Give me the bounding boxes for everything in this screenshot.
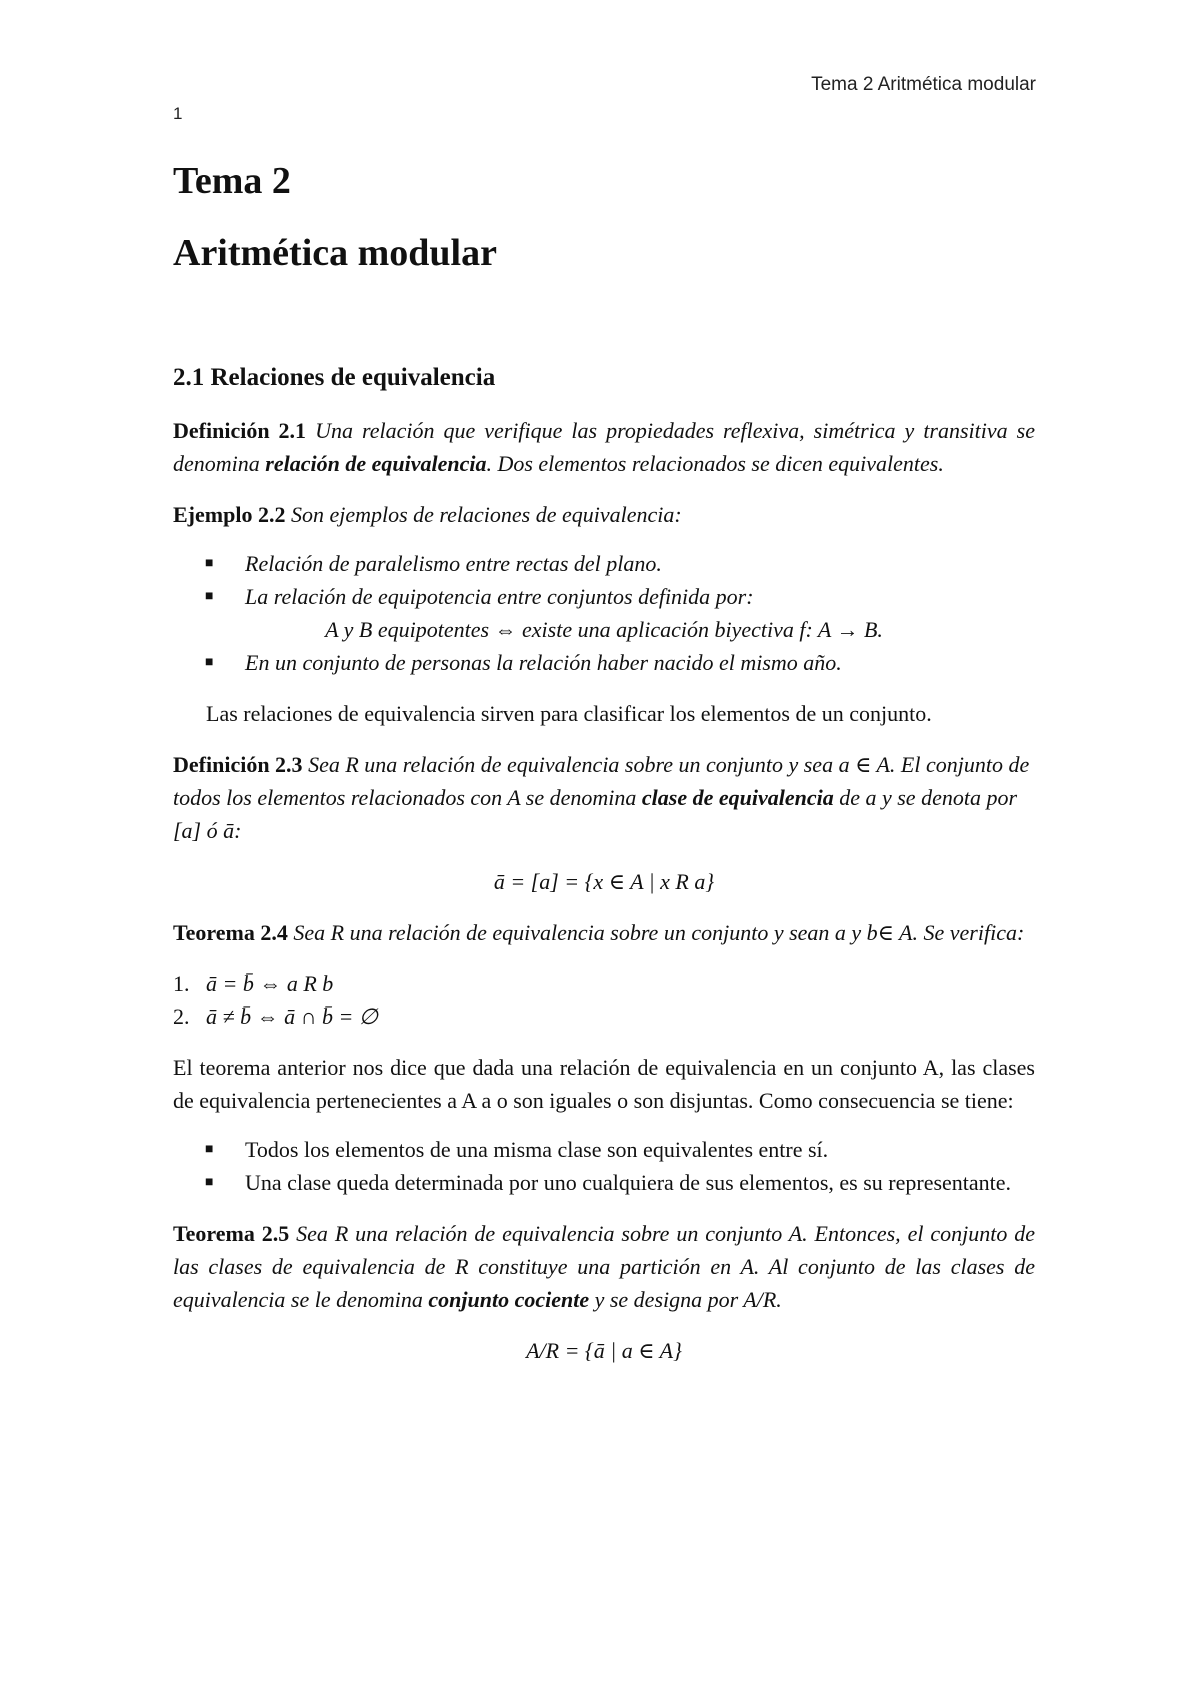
theorem-label: Teorema 2.4 bbox=[173, 920, 288, 945]
paragraph-classify: Las relaciones de equivalencia sirven para clasificar los elementos de un conjunto. bbox=[206, 701, 932, 726]
bullet-square-icon: ■ bbox=[205, 556, 214, 571]
definition-label: Definición 2.1 bbox=[173, 418, 307, 443]
bullet-square-icon: ■ bbox=[205, 1142, 214, 1157]
equivalence-class-formula: ā = [a] = {x ∈ A | x R a} bbox=[493, 869, 715, 894]
example-label: Ejemplo 2.2 bbox=[173, 502, 286, 527]
list-item: 2. ā ≠ b̄ ⇔ ā ∩ b̄ = ∅ bbox=[173, 1004, 378, 1029]
bullet-square-icon: ■ bbox=[205, 589, 214, 604]
section-title: 2.1 Relaciones de equivalencia bbox=[173, 364, 496, 391]
chapter-title: Aritmética modular bbox=[173, 232, 497, 274]
page-number: 1 bbox=[173, 104, 183, 123]
chapter-number: Tema 2 bbox=[173, 160, 291, 202]
defined-term: conjunto cociente bbox=[428, 1287, 590, 1312]
theorem-label: Teorema 2.5 bbox=[173, 1221, 290, 1246]
quotient-set-formula: A/R = {ā | a ∈ A} bbox=[526, 1338, 682, 1363]
paragraph-theorem-consequence: El teorema anterior nos dice que dada una relación de equivalencia en un conjunto A, las clases de equivalencia pertenecientes a A a o son iguales o son disjuntas. Como consecuencia se tiene: bbox=[173, 1055, 1035, 1113]
document-body bbox=[173, 150, 1035, 1367]
list-item: ■ En un conjunto de personas la relación haber nacido el mismo año. bbox=[245, 646, 1035, 679]
list-item: ■ Todos los elementos de una misma clase son equivalentes entre sí. bbox=[245, 1133, 1035, 1166]
consequence-bullet-list bbox=[173, 1133, 1035, 1199]
bullet-square-icon: ■ bbox=[205, 655, 214, 670]
theorem-2-4: Teorema 2.4 Sea R una relación de equivalencia sobre un conjunto y sean a y b∈ A. Se verifica: bbox=[173, 920, 1025, 945]
list-item: ■ La relación de equipotencia entre conjuntos definida por: bbox=[245, 580, 1035, 613]
defined-term: relación de equivalencia bbox=[265, 451, 487, 476]
theorem-2-5: Teorema 2.5 Sea R una relación de equivalencia sobre un conjunto A. Entonces, el conjunto de las clases de equivalencia de R constituye una partición en A. Al conjunto de las clases de equivalencia se le denomina conjunto cociente y se designa por A/R. bbox=[173, 1221, 1035, 1312]
list-item: 1. ā = b̄ ⇔ a R b bbox=[173, 971, 334, 996]
example-2-2: Ejemplo 2.2 Son ejemplos de relaciones de equivalencia: bbox=[173, 502, 682, 527]
list-item: ■ Relación de paralelismo entre rectas del plano. bbox=[245, 547, 1035, 580]
running-header: Tema 2 Aritmética modular bbox=[811, 74, 1036, 95]
defined-term: clase de equivalencia bbox=[641, 785, 834, 810]
example-bullet-list bbox=[173, 547, 1035, 679]
list-item: ■ Una clase queda determinada por uno cualquiera de sus elementos, es su representante. bbox=[245, 1166, 1035, 1199]
equipotence-formula: A y B equipotentes ⇔ existe una aplicación biyectiva f: A → B. bbox=[325, 617, 883, 642]
definition-label: Definición 2.3 bbox=[173, 752, 303, 777]
bullet-square-icon: ■ bbox=[205, 1175, 214, 1190]
definition-2-3: Definición 2.3 Sea R una relación de equivalencia sobre un conjunto y sea a ∈ A. El conjunto de todos los elementos relacionados con A se denomina clase de equivalencia de a y se denota por [a] ó ā: bbox=[173, 752, 1030, 843]
definition-2-1: Definición 2.1 Una relación que verifique las propiedades reflexiva, simétrica y transitiva se denomina relación de equivalencia. Dos elementos relacionados se dicen equivalentes. bbox=[173, 418, 1035, 476]
theorem-2-4-list bbox=[173, 967, 1035, 1033]
